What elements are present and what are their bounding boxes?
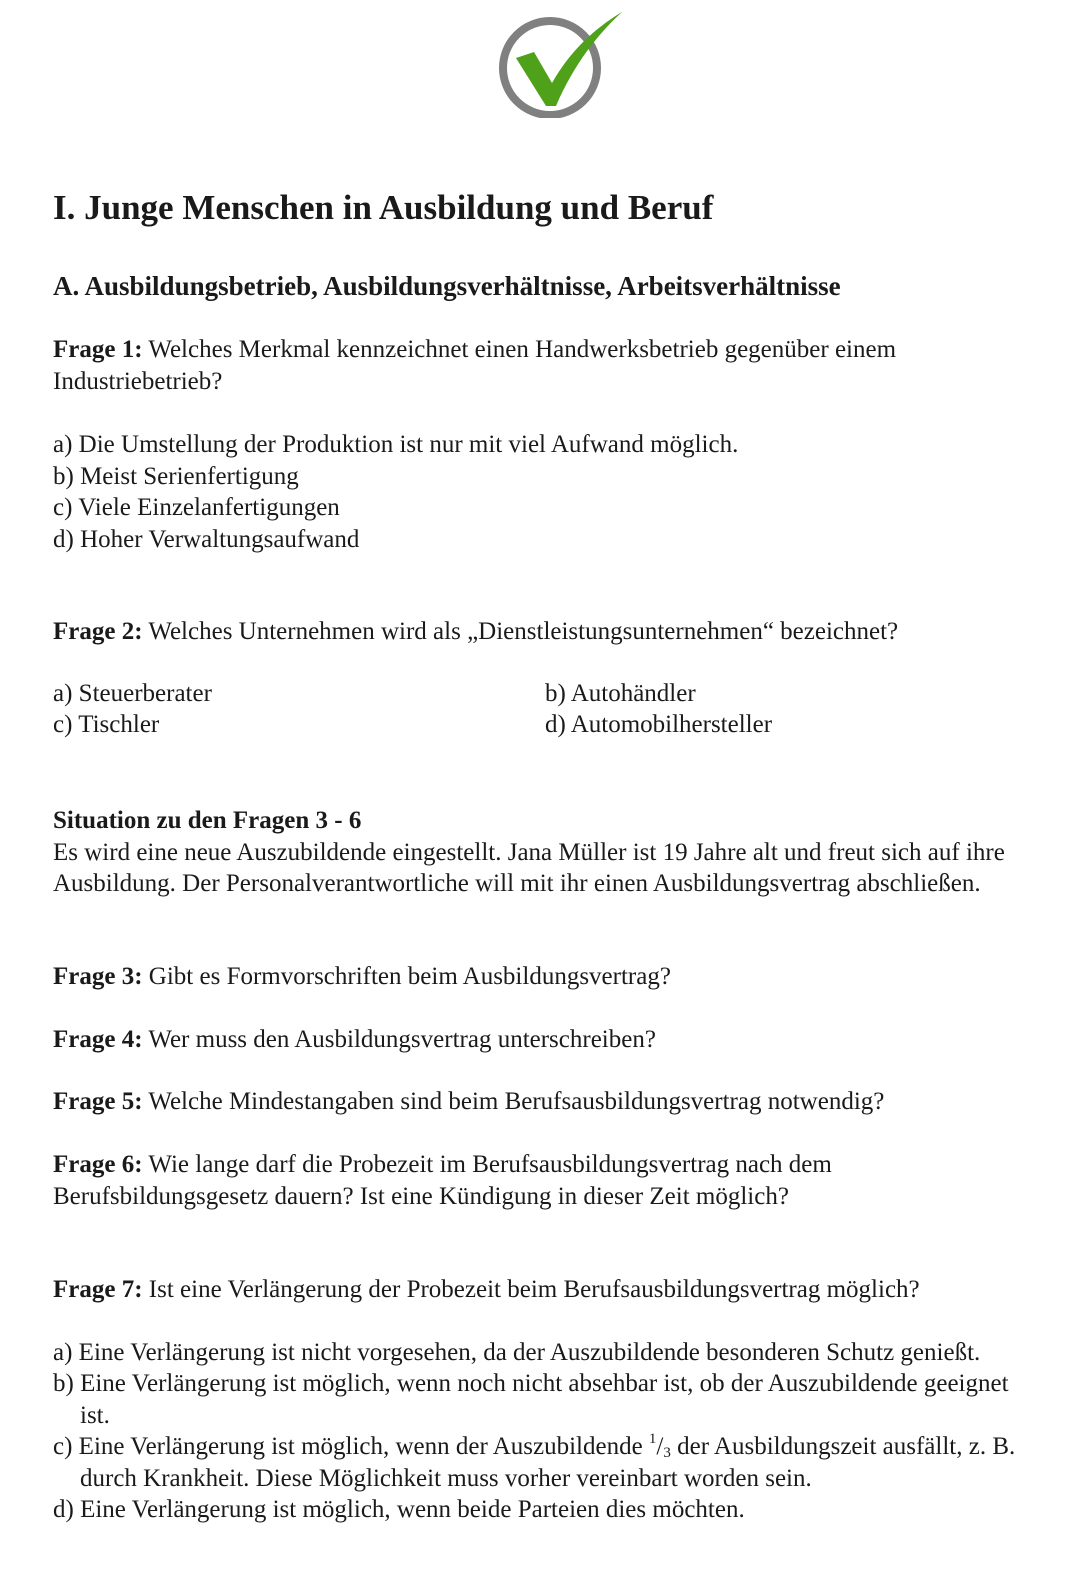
question-6-label: Frage 6: bbox=[53, 1151, 143, 1178]
question-5-label: Frage 5: bbox=[53, 1088, 143, 1115]
question-2 bbox=[53, 616, 1043, 741]
question-7-option-d: d) Eine Verlängerung ist möglich, wenn beide Parteien dies möchten. bbox=[53, 1496, 745, 1523]
question-2-prompt bbox=[53, 616, 1043, 648]
question-4 bbox=[53, 1024, 1043, 1056]
question-3-text: Gibt es Formvorschriften beim Ausbildungsvertrag? bbox=[148, 963, 671, 990]
question-3-label: Frage 3: bbox=[53, 963, 143, 990]
question-3 bbox=[53, 961, 1043, 993]
question-7-prompt bbox=[53, 1274, 1043, 1306]
question-2-option-c: c) Tischler bbox=[53, 711, 160, 738]
question-7-option-b: b) Eine Verlängerung ist möglich, wenn noch nicht absehbar ist, ob der Auszubildende geeignet ist. bbox=[53, 1370, 1009, 1429]
situation-heading: Situation zu den Fragen 3 - 6 bbox=[53, 807, 362, 834]
question-1-option-d: d) Hoher Verwaltungsaufwand bbox=[53, 525, 360, 553]
question-2-text: Welches Unternehmen wird als „Dienstleistungsunternehmen“ bezeichnet? bbox=[148, 618, 899, 645]
question-1-option-c: c) Viele Einzelanfertigungen bbox=[53, 494, 340, 521]
situation bbox=[53, 805, 1043, 900]
question-6-text: Wie lange darf die Probezeit im Berufsausbildungsvertrag nach dem Berufsbildungsgesetz dauern? Ist eine Kündigung in dieser Zeit möglich? bbox=[53, 1151, 832, 1210]
question-1-text: Welches Merkmal kennzeichnet einen Handwerksbetrieb gegenüber einem Industriebetrieb? bbox=[53, 336, 897, 395]
question-6 bbox=[53, 1149, 1043, 1212]
question-1-option-b: b) Meist Serienfertigung bbox=[53, 462, 299, 490]
question-2-option-a: a) Steuerberater bbox=[53, 679, 212, 707]
question-2-option-d: d) Automobilhersteller bbox=[545, 711, 773, 738]
question-7 bbox=[53, 1274, 1043, 1526]
question-7-option-c-after: der Ausbildungszeit ausfällt, z. B. durch Krankheit. Diese Möglichkeit muss vorher vereinbart worden sein. bbox=[80, 1433, 1016, 1492]
situation-text: Es wird eine neue Auszubildende eingestellt. Jana Müller ist 19 Jahre alt und freut sich auf ihre Ausbildung. Der Personalverantwortliche will mit ihr einen Ausbildungsvertrag abschließen. bbox=[53, 838, 1005, 897]
section-title: A. Ausbildungsbetrieb, Ausbildungsverhältnisse, Arbeitsverhältnisse bbox=[53, 271, 841, 301]
question-7-option-a: a) Eine Verlängerung ist nicht vorgesehen, da der Auszubildende besonderen Schutz genießt. bbox=[53, 1338, 981, 1366]
fraction-denominator: 3 bbox=[663, 1445, 671, 1461]
question-1-prompt bbox=[53, 334, 1043, 397]
question-7-option-c bbox=[53, 1431, 1043, 1494]
question-7-text: Ist eine Verlängerung der Probezeit beim Berufsausbildungsvertrag möglich? bbox=[148, 1276, 920, 1303]
fraction-slash: / bbox=[656, 1433, 664, 1460]
question-5-text: Welche Mindestangaben sind beim Berufsausbildungsvertrag notwendig? bbox=[148, 1088, 885, 1115]
question-1 bbox=[53, 334, 1043, 555]
question-7-label: Frage 7: bbox=[53, 1276, 143, 1303]
question-5 bbox=[53, 1086, 1043, 1118]
question-7-option-c-before: c) Eine Verlängerung ist möglich, wenn der Auszubildende bbox=[53, 1433, 649, 1460]
chapter-title: I. Junge Menschen in Ausbildung und Beruf bbox=[53, 188, 714, 227]
fraction-numerator: 1 bbox=[648, 1431, 657, 1447]
question-1-option-a: a) Die Umstellung der Produktion ist nur mit viel Aufwand möglich. bbox=[53, 431, 739, 458]
question-2-option-b: b) Autohändler bbox=[545, 679, 696, 707]
checkmark-logo-icon bbox=[494, 8, 634, 118]
question-1-label: Frage 1: bbox=[53, 336, 143, 363]
question-2-label: Frage 2: bbox=[53, 618, 143, 645]
question-4-text: Wer muss den Ausbildungsvertrag unterschreiben? bbox=[148, 1026, 656, 1053]
question-4-label: Frage 4: bbox=[53, 1026, 143, 1053]
question-2-options bbox=[53, 678, 1043, 741]
